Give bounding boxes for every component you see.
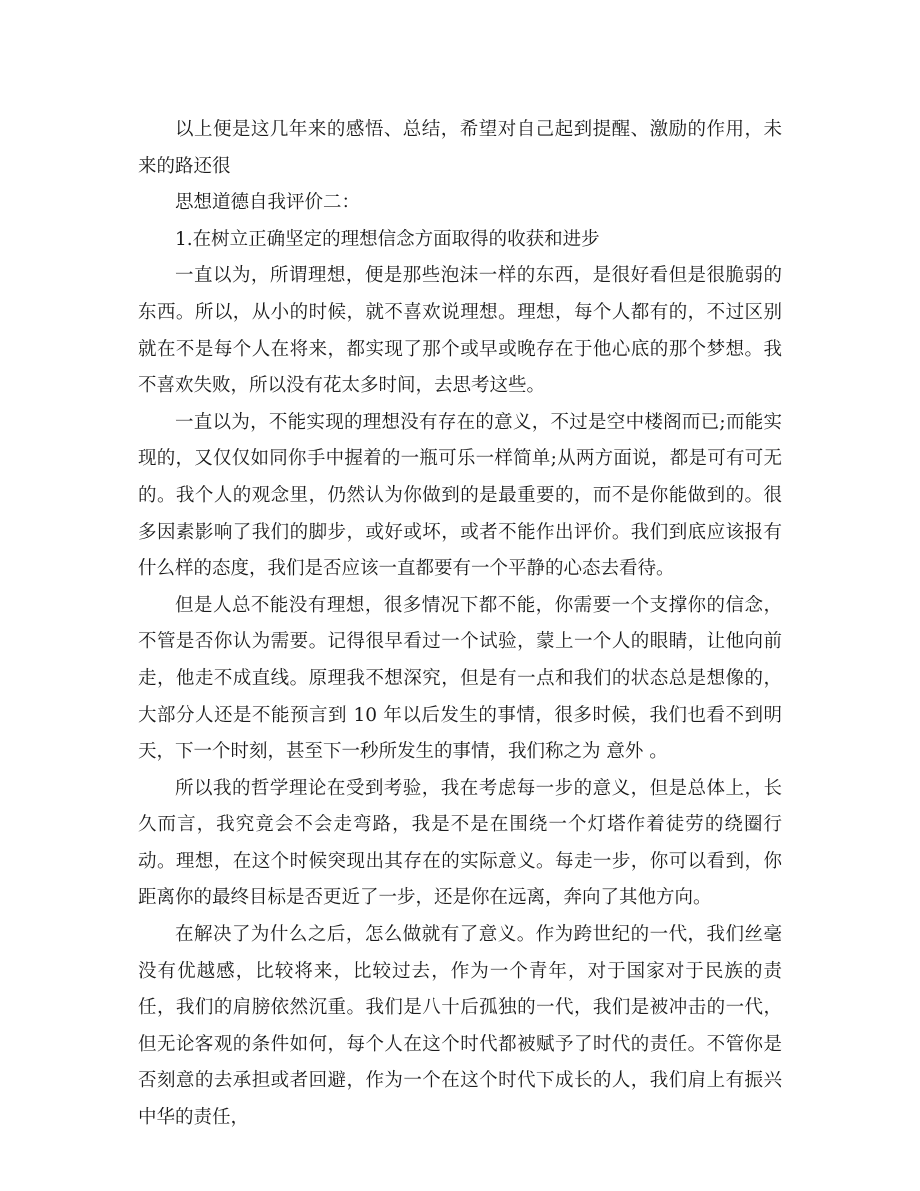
subsection-heading: 1.在树立正确坚定的理想信念方面取得的收获和进步 — [175, 228, 600, 250]
paragraph-closing-remark: 以上便是这几年来的感悟、总结，希望对自己起到提醒、激励的作用，未来的路还很 — [138, 119, 782, 177]
paragraph-philosophy-test: 所以我的哲学理论在受到考验，我在考虑每一步的意义，但是总体上，长久而言，我究竟会不会走弯路，我是不是在围绕一个灯塔作着徒劳的绕圈行动。理想，在这个时候突现出其存在的实际意义。每走一步，你可以看到，你距离你的最终目标是否更近了一步，还是你在远离，奔向了其他方向。 — [138, 777, 782, 909]
section-heading: 思想道德自我评价二： — [175, 192, 361, 214]
document-body — [138, 112, 782, 1137]
paragraph-ideal-meaning: 一直以为，不能实现的理想没有存在的意义，不过是空中楼阁而已;而能实现的，又仅仅如同你手中握着的一瓶可乐一样简单;从两方面说，都是可有可无的。我个人的观念里，仍然认为你做到的是最重要的，而不是你能做到的。很多因素影响了我们的脚步，或好或坏，或者不能作出评价。我们到底应该报有什么样的态度，我们是否应该一直都要有一个平静的心态去看待。 — [138, 411, 782, 580]
paragraph-ideal-bubble: 一直以为，所谓理想，便是那些泡沫一样的东西，是很好看但是很脆弱的东西。所以，从小的时候，就不喜欢说理想。理想，每个人都有的，不过区别就在不是每个人在将来，都实现了那个或早或晚存在于他心底的那个梦想。我不喜欢失败，所以没有花太多时间，去思考这些。 — [138, 265, 782, 397]
paragraph-generation-responsibility: 在解决了为什么之后，怎么做就有了意义。作为跨世纪的一代，我们丝毫没有优越感，比较将来，比较过去，作为一个青年，对于国家对于民族的责任，我们的肩膀依然沉重。我们是八十后孤独的一代，我们是被冲击的一代，但无论客观的条件如何，每个人在这个时代都被赋予了时代的责任。不管你是否刻意的去承担或者回避，作为一个在这个时代下成长的人，我们肩上有振兴中华的责任， — [138, 924, 782, 1129]
paragraph-belief-support: 但是人总不能没有理想，很多情况下都不能，你需要一个支撑你的信念，不管是否你认为需要。记得很早看过一个试验，蒙上一个人的眼睛，让他向前走，他走不成直线。原理我不想深究，但是有一点和我们的状态总是想像的，大部分人还是不能预言到 10 年以后发生的事情，很多时候，我们也看不到明天，下一个时刻，甚至下一秒所发生的事情，我们称之为 意外 。 — [138, 594, 782, 763]
